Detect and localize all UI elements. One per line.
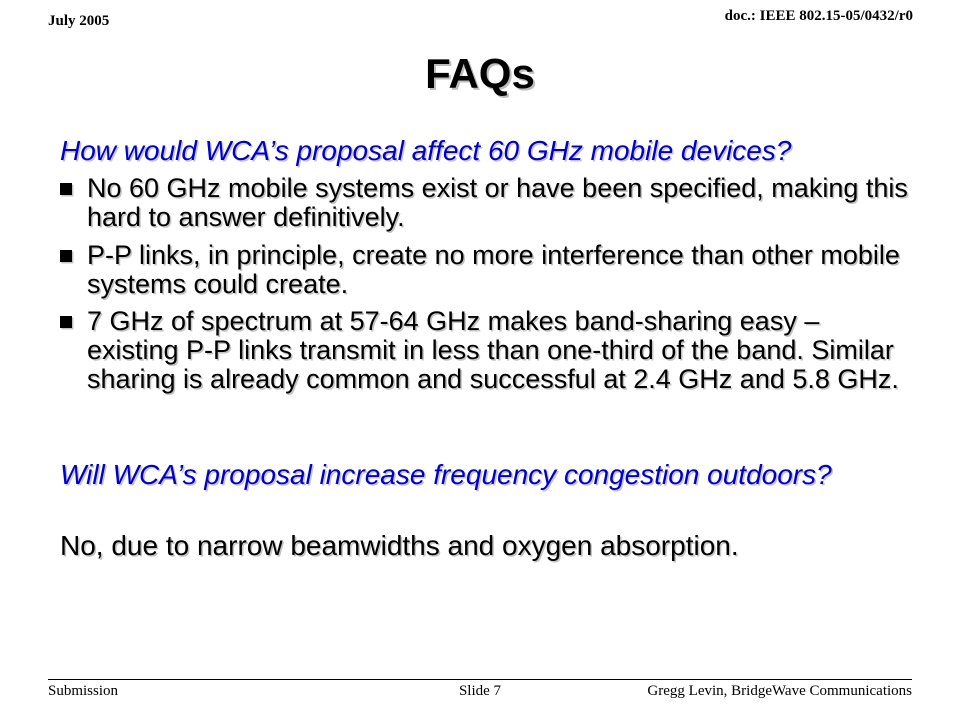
footer-slide-number: Slide 7 — [458, 683, 502, 699]
slide-title: FAQs — [425, 50, 535, 97]
footer-submission: Submission — [48, 683, 119, 699]
bullet-text: P-P links, in principle, create no more interference than other mobile systems could create. — [87, 240, 900, 299]
bullet-text: No 60 GHz mobile systems exist or have been specified, making this hard to answer definitively. — [87, 173, 908, 232]
bullet-text: 7 GHz of spectrum at 57-64 GHz makes band-sharing easy – existing P-P links transmit in less than one-third of the band. Similar sharing is already common and successful at 2.4 GHz and 5.8 GHz. — [87, 306, 899, 394]
bullet-item-2 — [60, 241, 910, 299]
question-2-text: Will WCA’s proposal increase frequency congestion outdoors? — [60, 459, 832, 490]
header-date: July 2005 — [48, 13, 110, 29]
footer-divider — [48, 679, 912, 680]
square-bullet-icon — [60, 250, 72, 262]
question-2 — [60, 460, 920, 490]
answer-2: No, due to narrow beamwidths and oxygen absorption. — [60, 530, 739, 561]
square-bullet-icon — [60, 183, 72, 195]
square-bullet-icon — [60, 316, 72, 328]
bullet-item-3 — [60, 307, 910, 394]
bullet-item-1 — [60, 174, 910, 232]
question-1: How would WCA’s proposal affect 60 GHz mobile devices? — [60, 135, 792, 166]
header-doc-id: doc.: IEEE 802.15-05/0432/r0 — [724, 8, 913, 24]
footer-author: Gregg Levin, BridgeWave Communications — [647, 683, 912, 699]
